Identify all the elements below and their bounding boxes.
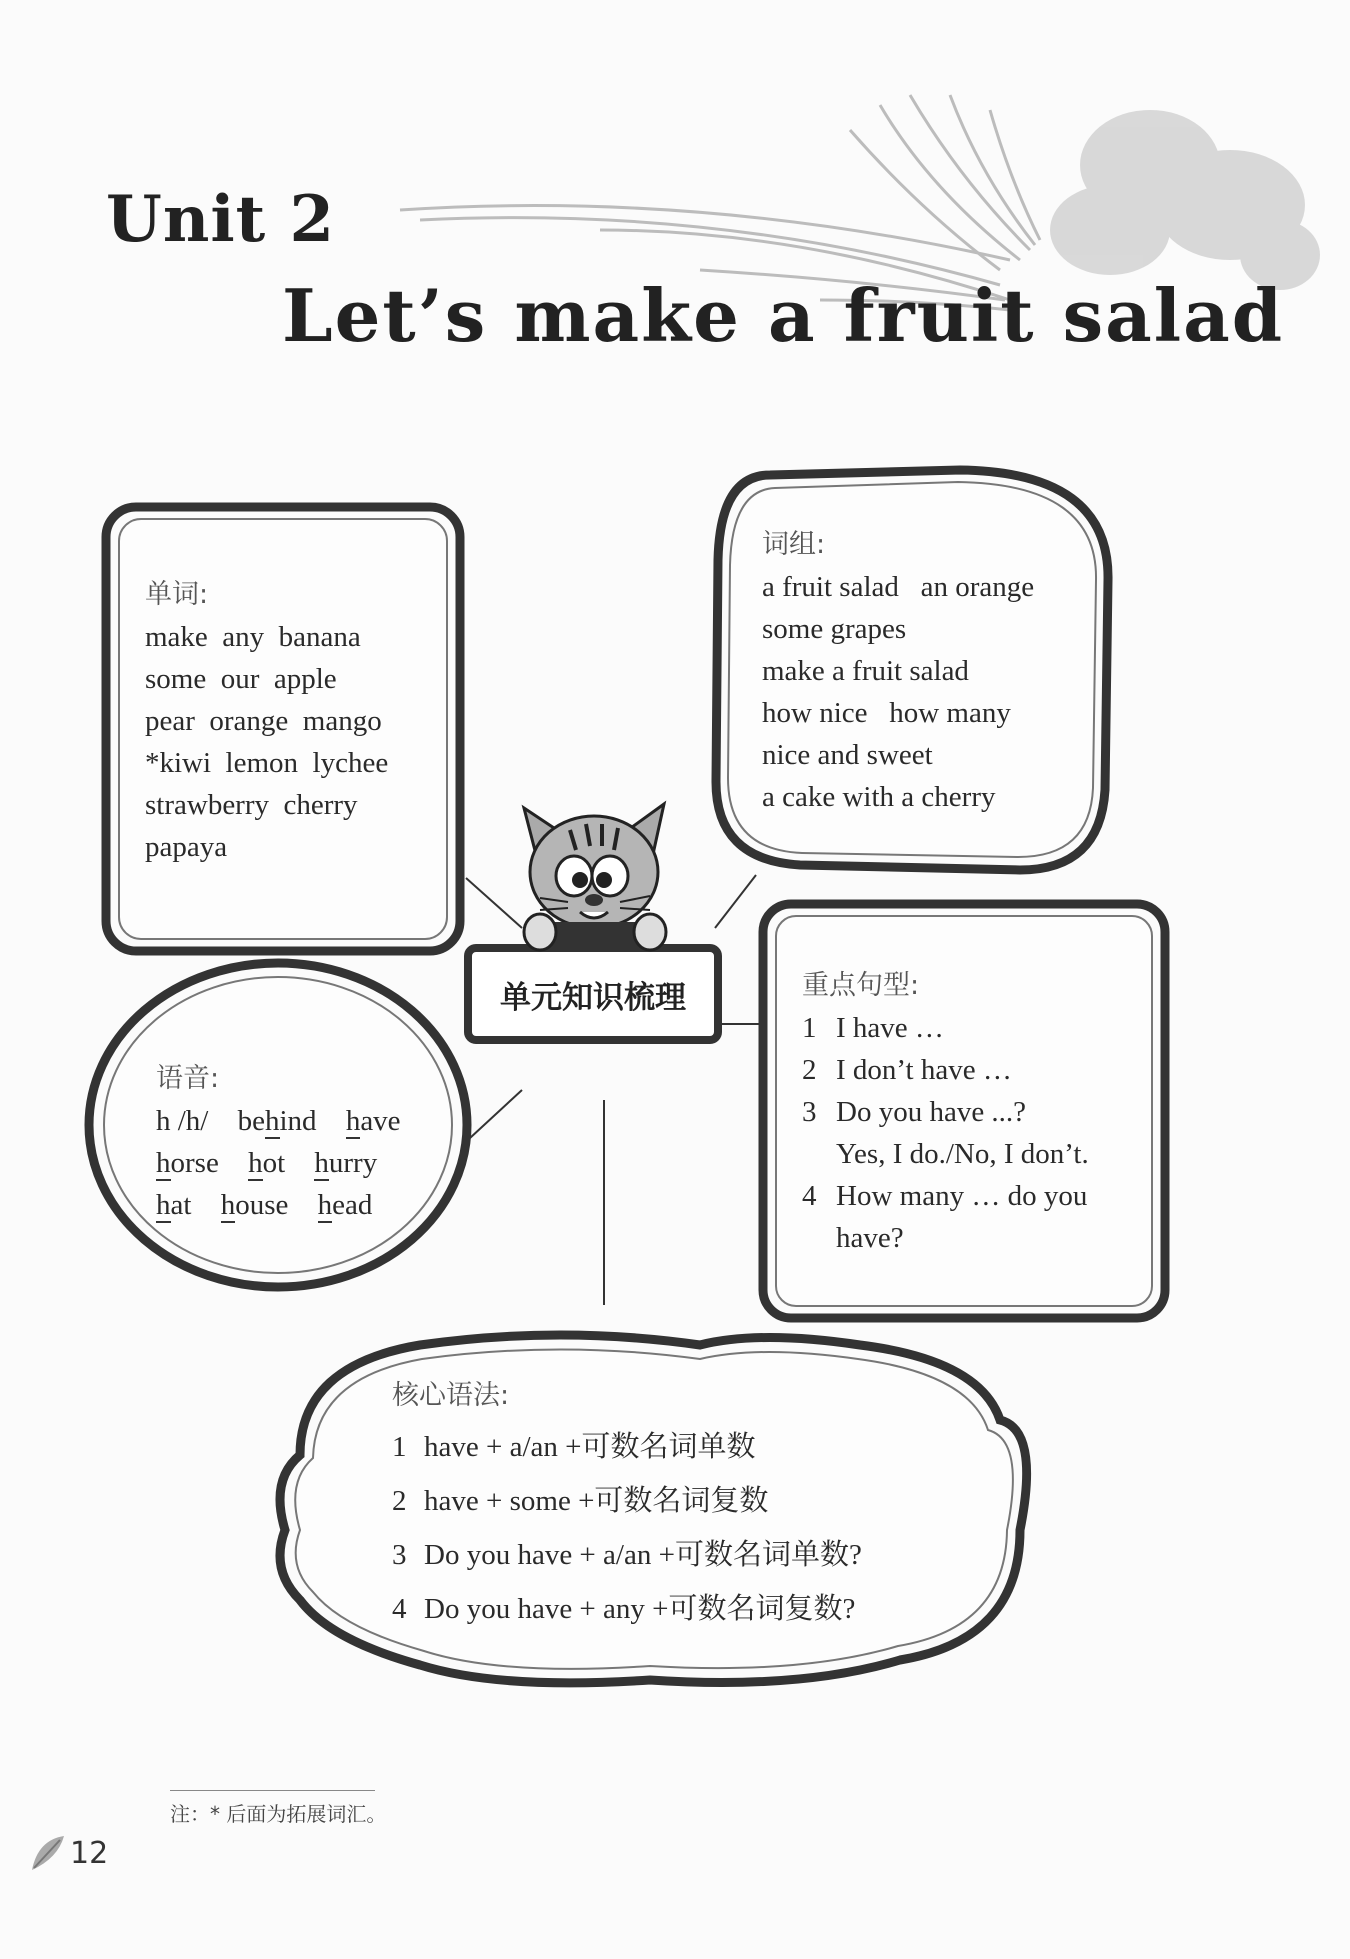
vocabulary-line: make any banana [145,621,361,653]
phrases-heading: 词组: [762,529,826,560]
grammar-heading: 核心语法: [392,1380,510,1411]
vocabulary-section [145,574,388,868]
center-label: 单元知识梳理 [500,979,686,1016]
page-number: 12 [70,1836,109,1871]
footnote-divider [170,1790,375,1791]
sentence-item: 1 I have … [802,1012,944,1044]
phonics-row-2 [156,1142,423,1184]
sentence-item: 4 How many … do you [802,1180,1088,1212]
vocabulary-line: some our apple [145,663,337,695]
phonics-word: behind [237,1105,317,1137]
vocabulary-line: pear orange mango [145,705,382,737]
phonics-heading: 语音: [156,1063,220,1094]
phrase-line: how nice how many [762,697,1011,729]
sentences-section [802,965,1089,1259]
grammar-item: 1 have + a/an +可数名词单数 [392,1431,756,1463]
unit-title: Let’s make a fruit salad [282,273,1285,358]
phonics-section [156,1058,423,1226]
phrase-line: nice and sweet [762,739,933,771]
sentence-item: 3 Do you have ...? [802,1096,1027,1128]
phonics-sound: h /h/ [156,1105,209,1137]
cat-mascot-icon [510,790,680,960]
sentence-item: have? [836,1222,904,1254]
phrase-line: a cake with a cherry [762,781,996,813]
phrase-line: make a fruit salad [762,655,969,687]
phonics-word: hot [248,1147,286,1179]
phrase-line: some grapes [762,613,907,645]
vocabulary-heading: 单词: [145,579,209,610]
phonics-word: head [317,1189,373,1221]
vocabulary-line: strawberry cherry [145,789,358,821]
grammar-item: 2 have + some +可数名词复数 [392,1485,769,1517]
leaf-icon [28,1832,68,1874]
grammar-item: 3 Do you have + a/an +可数名词单数? [392,1539,862,1571]
phrase-line: a fruit salad an orange [762,571,1035,603]
vocabulary-line: papaya [145,831,228,863]
phonics-word: house [220,1189,289,1221]
phrases-section [762,524,1034,818]
grammar-item: 4 Do you have + any +可数名词复数? [392,1593,856,1625]
sentences-heading: 重点句型: [802,970,920,1001]
phonics-word: hat [156,1189,192,1221]
unit-number: Unit 2 [106,182,336,257]
sentence-item: Yes, I do./No, I don’t. [836,1138,1089,1170]
phonics-word: have [345,1105,401,1137]
phonics-row-1 [156,1100,423,1142]
footnote: 注：* 后面为拓展词汇。 [170,1802,387,1826]
phonics-word: hurry [314,1147,378,1179]
phonics-row-3 [156,1184,423,1226]
phonics-word: horse [156,1147,219,1179]
vocabulary-line: *kiwi lemon lychee [145,747,389,779]
sentence-item: 2 I don’t have … [802,1054,1012,1086]
grammar-section [392,1372,862,1636]
